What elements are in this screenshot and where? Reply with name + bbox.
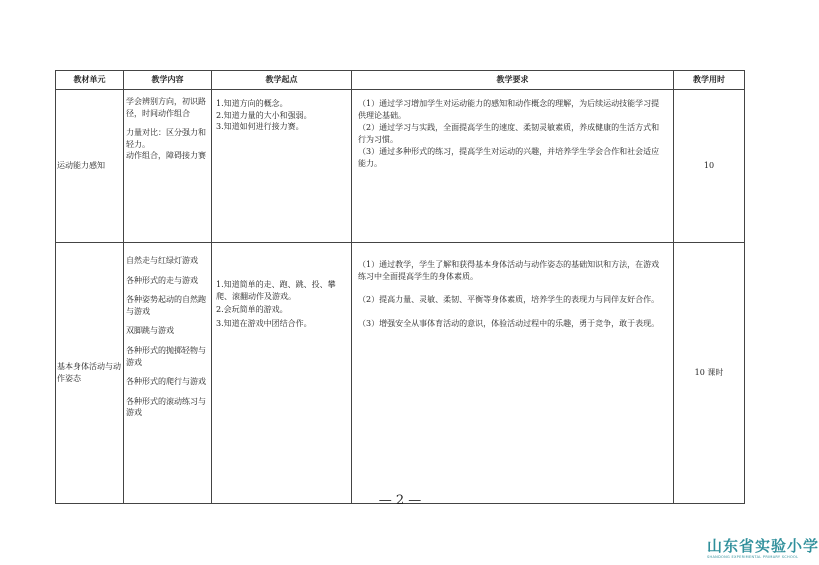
content-item: 各种姿势起动的自然跑与游戏 bbox=[126, 295, 206, 316]
content-cell bbox=[124, 243, 212, 504]
content-item: 动作组合，障碍接力赛 bbox=[126, 151, 206, 161]
content-item: 自然走与红绿灯游戏 bbox=[126, 256, 198, 265]
table-row bbox=[56, 90, 745, 243]
start-cell bbox=[212, 90, 352, 243]
school-name-en: SHANDONG EXPERIMENTAL PRIMARY SCHOOL bbox=[707, 555, 799, 559]
unit-cell: 运动能力感知 bbox=[56, 90, 124, 243]
requirement-item: （1）通过学习增加学生对运动能力的感知和动作概念的理解，为后续运动技能学习提供理论基础。 bbox=[358, 99, 660, 120]
hours-cell: 10 课时 bbox=[674, 243, 745, 504]
header-content: 教学内容 bbox=[124, 71, 212, 90]
requirement-item: （3）增强安全从事体育活动的意识，体验活动过程中的乐趣，勇于竞争，敢于表现。 bbox=[358, 318, 660, 328]
header-hours: 教学用时 bbox=[674, 71, 745, 90]
start-item: 1.知道简单的走、跑、跳、投、攀爬、滚翻动作及游戏。 bbox=[216, 280, 336, 301]
table-header-row bbox=[56, 71, 745, 90]
curriculum-table bbox=[55, 70, 745, 504]
requirement-item: （2）提高力量、灵敏、柔韧、平衡等身体素质，培养学生的表现力与同伴友好合作。 bbox=[358, 295, 660, 305]
header-unit: 教材单元 bbox=[56, 71, 124, 90]
content-item: 各种形式的滚动练习与游戏 bbox=[126, 396, 206, 418]
requirement-item: （2）通过学习与实践，全面提高学生的速度、柔韧灵敏素质，养成健康的生活方式和行为习惯。 bbox=[358, 123, 660, 144]
requirements-cell bbox=[352, 90, 674, 243]
content-item: 各种形式的抛掷轻物与游戏 bbox=[126, 345, 206, 367]
content-item: 学会辨别方向，初识路径，时间动作组合 bbox=[126, 97, 206, 118]
start-item: 2.会玩简单的游戏。 bbox=[216, 305, 288, 315]
content-item: 各种形式的走与游戏 bbox=[126, 275, 198, 285]
start-item: 3.知道如何进行接力赛。 bbox=[216, 122, 304, 132]
start-item: 2.知道力量的大小和强弱。 bbox=[216, 110, 312, 120]
content-item: 力量对比：区分强力和轻力。 bbox=[126, 128, 206, 149]
requirement-item: （1）通过教学，学生了解和获得基本身体活动与动作姿态的基础知识和方法，在游戏练习中全面提高学生的身体素质。 bbox=[358, 260, 660, 281]
content-cell bbox=[124, 90, 212, 243]
requirements-cell bbox=[352, 243, 674, 504]
school-name: 山东省实验小学 bbox=[707, 537, 819, 555]
header-start: 教学起点 bbox=[212, 71, 352, 90]
content-item: 各种形式的爬行与游戏 bbox=[126, 377, 206, 387]
page-number: — 2 — bbox=[378, 493, 422, 508]
header-requirements: 教学要求 bbox=[352, 71, 674, 90]
start-item: 3.知道在游戏中团结合作。 bbox=[216, 318, 312, 328]
school-logo bbox=[707, 537, 819, 565]
requirement-item: （3）通过多种形式的练习，提高学生对运动的兴趣，并培养学生学会合作和社会适应能力。 bbox=[358, 147, 660, 168]
unit-cell: 基本身体活动与动作姿态 bbox=[56, 243, 124, 504]
content-item: 双脚跳与游戏 bbox=[126, 326, 174, 336]
hours-cell: 10 bbox=[674, 90, 745, 243]
start-item: 1.知道方向的概念。 bbox=[216, 99, 288, 108]
table-row bbox=[56, 243, 745, 504]
start-cell bbox=[212, 243, 352, 504]
